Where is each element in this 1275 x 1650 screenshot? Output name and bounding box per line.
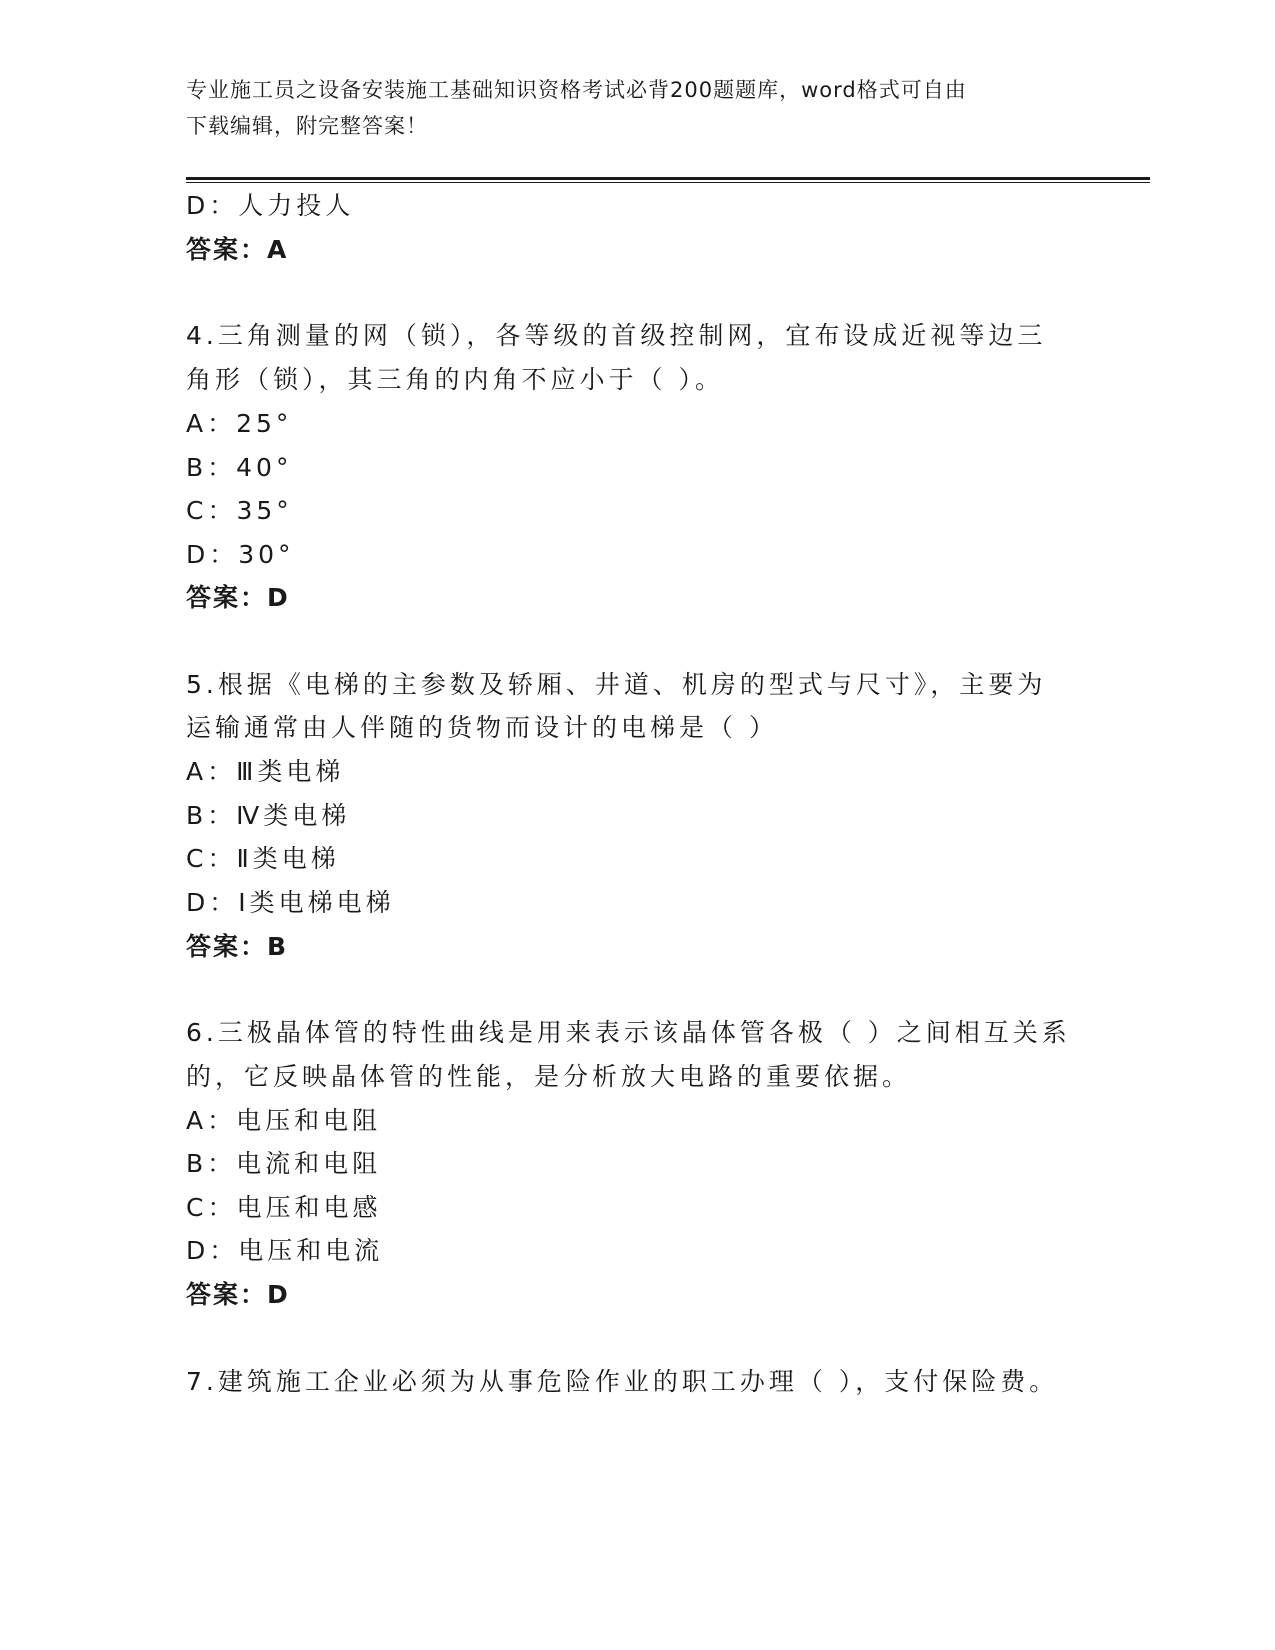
prev-answer: 答案：A: [186, 235, 289, 264]
q6-stem-line1: 6.三极晶体管的特性曲线是用来表示该晶体管各极（ ）之间相互关系: [186, 1018, 1071, 1047]
q6-stem-line2: 的，它反映晶体管的性能，是分析放大电路的重要依据。: [186, 1062, 912, 1091]
q4-stem-line1: 4.三角测量的网（锁），各等级的首级控制网，宜布设成近视等边三: [186, 321, 1047, 350]
header-title-line1: 专业施工员之设备安装施工基础知识资格考试必背200题题库，word格式可自由: [186, 78, 967, 102]
q4-option-b: B：40°: [186, 453, 293, 482]
q5-option-b: B：Ⅳ类电梯: [186, 801, 351, 830]
header-divider-thin: [186, 182, 1150, 183]
q6-option-b: B：电流和电阻: [186, 1149, 382, 1178]
q5-option-d: D：Ⅰ类电梯电梯: [186, 888, 395, 917]
q6-option-d: D：电压和电流: [186, 1236, 384, 1265]
document-header: [186, 72, 1076, 144]
q4-option-c: C：35°: [186, 496, 293, 525]
q7-stem-line1: 7.建筑施工企业必须为从事危险作业的职工办理（ ），支付保险费。: [186, 1367, 1059, 1396]
q4-stem-line2: 角形（锁），其三角的内角不应小于（ ）。: [186, 365, 724, 394]
q4-option-a: A：25°: [186, 409, 293, 438]
q6-answer: 答案：D: [186, 1280, 290, 1309]
header-title-line2: 下载编辑，附完整答案！: [186, 114, 428, 138]
q5-option-c: C：Ⅱ类电梯: [186, 844, 340, 873]
q5-stem-line1: 5.根据《电梯的主参数及轿厢、井道、机房的型式与尺寸》，主要为: [186, 670, 1047, 699]
q6-option-a: A：电压和电阻: [186, 1106, 382, 1135]
q5-answer: 答案：B: [186, 932, 289, 961]
q5-option-a: A：Ⅲ类电梯: [186, 757, 345, 786]
q4-answer: 答案：D: [186, 583, 290, 612]
q5-stem-line2: 运输通常由人伴随的货物而设计的电梯是（ ）: [186, 713, 778, 742]
q6-option-c: C：电压和电感: [186, 1193, 382, 1222]
prev-option-d: D：人力投人: [186, 191, 355, 220]
header-divider-thick: [186, 177, 1150, 180]
q4-option-d: D：30°: [186, 540, 295, 569]
